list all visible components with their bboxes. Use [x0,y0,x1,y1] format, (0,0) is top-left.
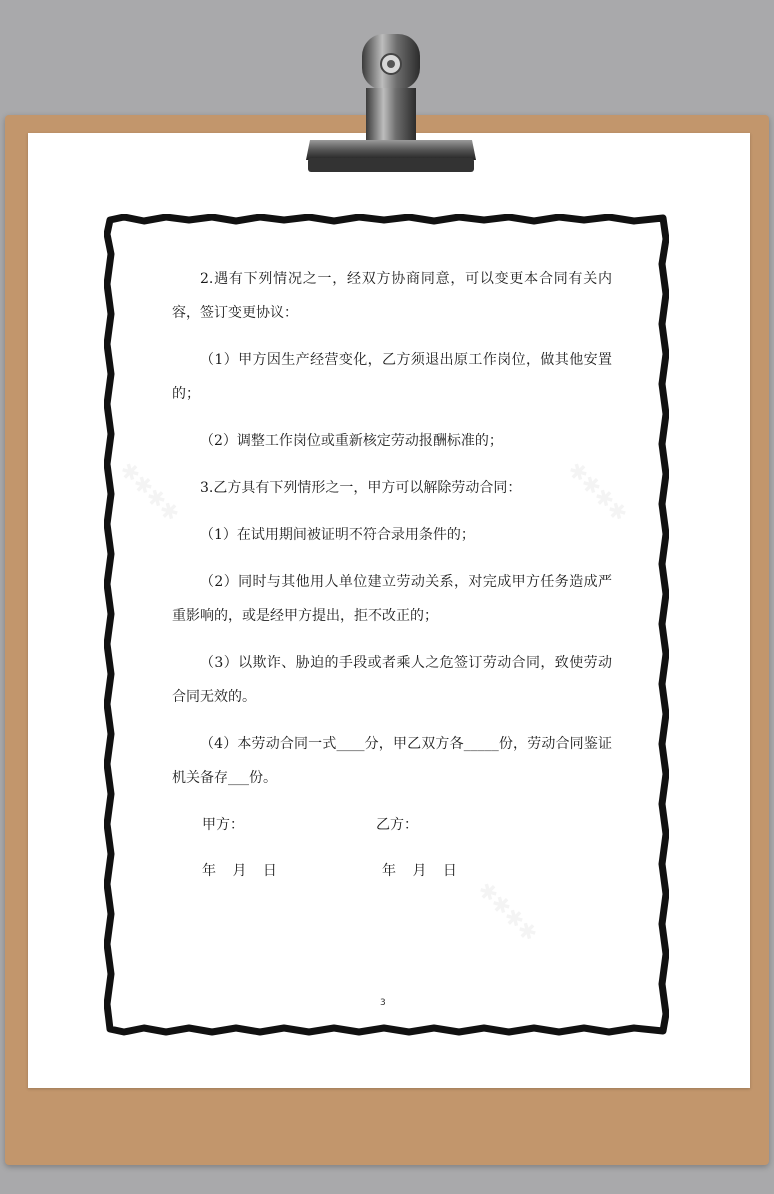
clause-2-item-2: （2）调整工作岗位或重新核定劳动报酬标准的； [200,433,503,449]
signature-dates [172,854,612,890]
party-b-label: 乙方： [376,817,418,833]
clause-3: 3.乙方具有下列情形之一，甲方可以解除劳动合同： [200,480,522,496]
clause-copies: （4）本劳动合同一式____分，甲乙双方各_____份，劳动合同鉴证机关备存___份。 [172,736,612,786]
clause-3-item-2: （2）同时与其他用人单位建立劳动关系，对完成甲方任务造成严重影响的，或是经甲方提出，拒不改正的； [172,574,612,624]
binder-clip-icon [300,28,480,178]
party-a-label: 甲方： [202,817,244,833]
party-b-date: 年 月 日 [382,863,457,879]
party-a-date: 年 月 日 [202,863,277,879]
watermark: ✱✱✱✱ [113,457,184,528]
watermark: ✱✱✱✱ [561,457,632,528]
watermark: ✱✱✱✱ [471,877,542,948]
signature-labels [172,808,612,844]
page-number: 3 [380,998,386,1008]
clause-2-item-1: （1）甲方因生产经营变化，乙方须退出原工作岗位，做其他安置的； [172,352,612,402]
document-body [172,262,612,890]
clause-2: 2.遇有下列情况之一，经双方协商同意，可以变更本合同有关内容，签订变更协议： [172,271,612,321]
clause-3-item-3: （3）以欺诈、胁迫的手段或者乘人之危签订劳动合同，致使劳动合同无效的。 [172,655,612,705]
clause-3-item-1: （1）在试用期间被证明不符合录用条件的； [200,527,475,543]
